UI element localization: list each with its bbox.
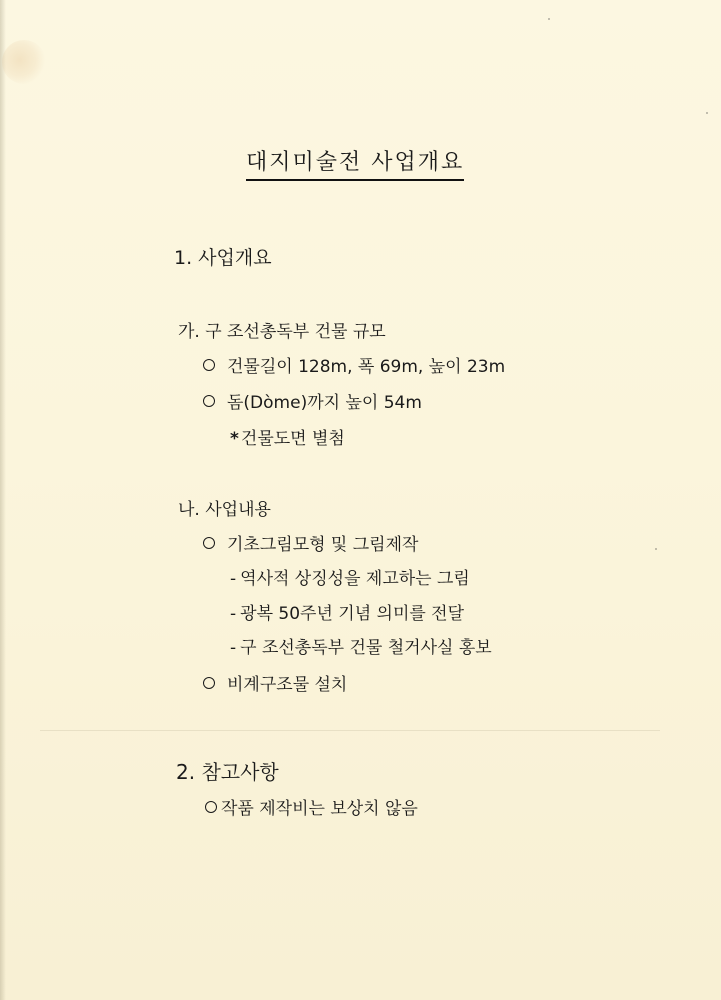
bullet-circle-icon: [203, 677, 215, 689]
scan-edge-shadow: [0, 0, 6, 1000]
list-item-text: 비계구조물 설치: [227, 675, 348, 695]
note-text: 건물도면 별첨: [240, 429, 345, 449]
list-item-text: 기초그림모형 및 그림제작: [227, 535, 419, 555]
list-item: [203, 533, 418, 557]
section-2-heading: 2. 참고사항: [176, 760, 279, 784]
list-item: [203, 673, 347, 697]
list-item: [203, 355, 505, 379]
document-title: 대지미술전 사업개요: [246, 148, 464, 181]
sub-list-item-text: 구 조선총독부 건물 철거사실 홍보: [240, 638, 492, 658]
subsection-b-heading: 나. 사업내용: [178, 500, 271, 520]
paper-speck: [706, 112, 708, 114]
attachment-note: [230, 427, 345, 451]
paper-fold-line: [40, 730, 660, 731]
paper-stain: [2, 40, 46, 84]
list-item: [203, 391, 422, 415]
section-1-heading: 1. 사업개요: [174, 247, 272, 269]
bullet-circle-icon: [203, 395, 215, 407]
list-item-text: 건물길이 128m, 폭 69m, 높이 23m: [227, 357, 506, 377]
dash-marker: -: [230, 604, 237, 624]
dash-marker: -: [230, 569, 237, 589]
asterisk-icon: *: [230, 429, 239, 449]
sub-list-item-text: 광복 50주년 기념 의미를 전달: [240, 604, 465, 624]
paper-speck: [655, 548, 657, 550]
paper-speck: [548, 18, 550, 20]
sub-list-item: [230, 567, 470, 591]
sub-list-item: [230, 636, 492, 660]
bullet-circle-icon: [203, 537, 215, 549]
sub-list-item: [230, 602, 464, 626]
sub-list-item-text: 역사적 상징성을 제고하는 그림: [240, 569, 470, 589]
list-item-text: 작품 제작비는 보상치 않음: [221, 799, 418, 819]
list-item-text: 돔(Dòme)까지 높이 54m: [227, 393, 422, 413]
dash-marker: -: [230, 638, 237, 658]
list-item: [205, 797, 418, 821]
subsection-a-heading: 가. 구 조선총독부 건물 규모: [178, 322, 386, 342]
bullet-circle-icon: [203, 359, 215, 371]
bullet-circle-icon: [205, 801, 217, 813]
